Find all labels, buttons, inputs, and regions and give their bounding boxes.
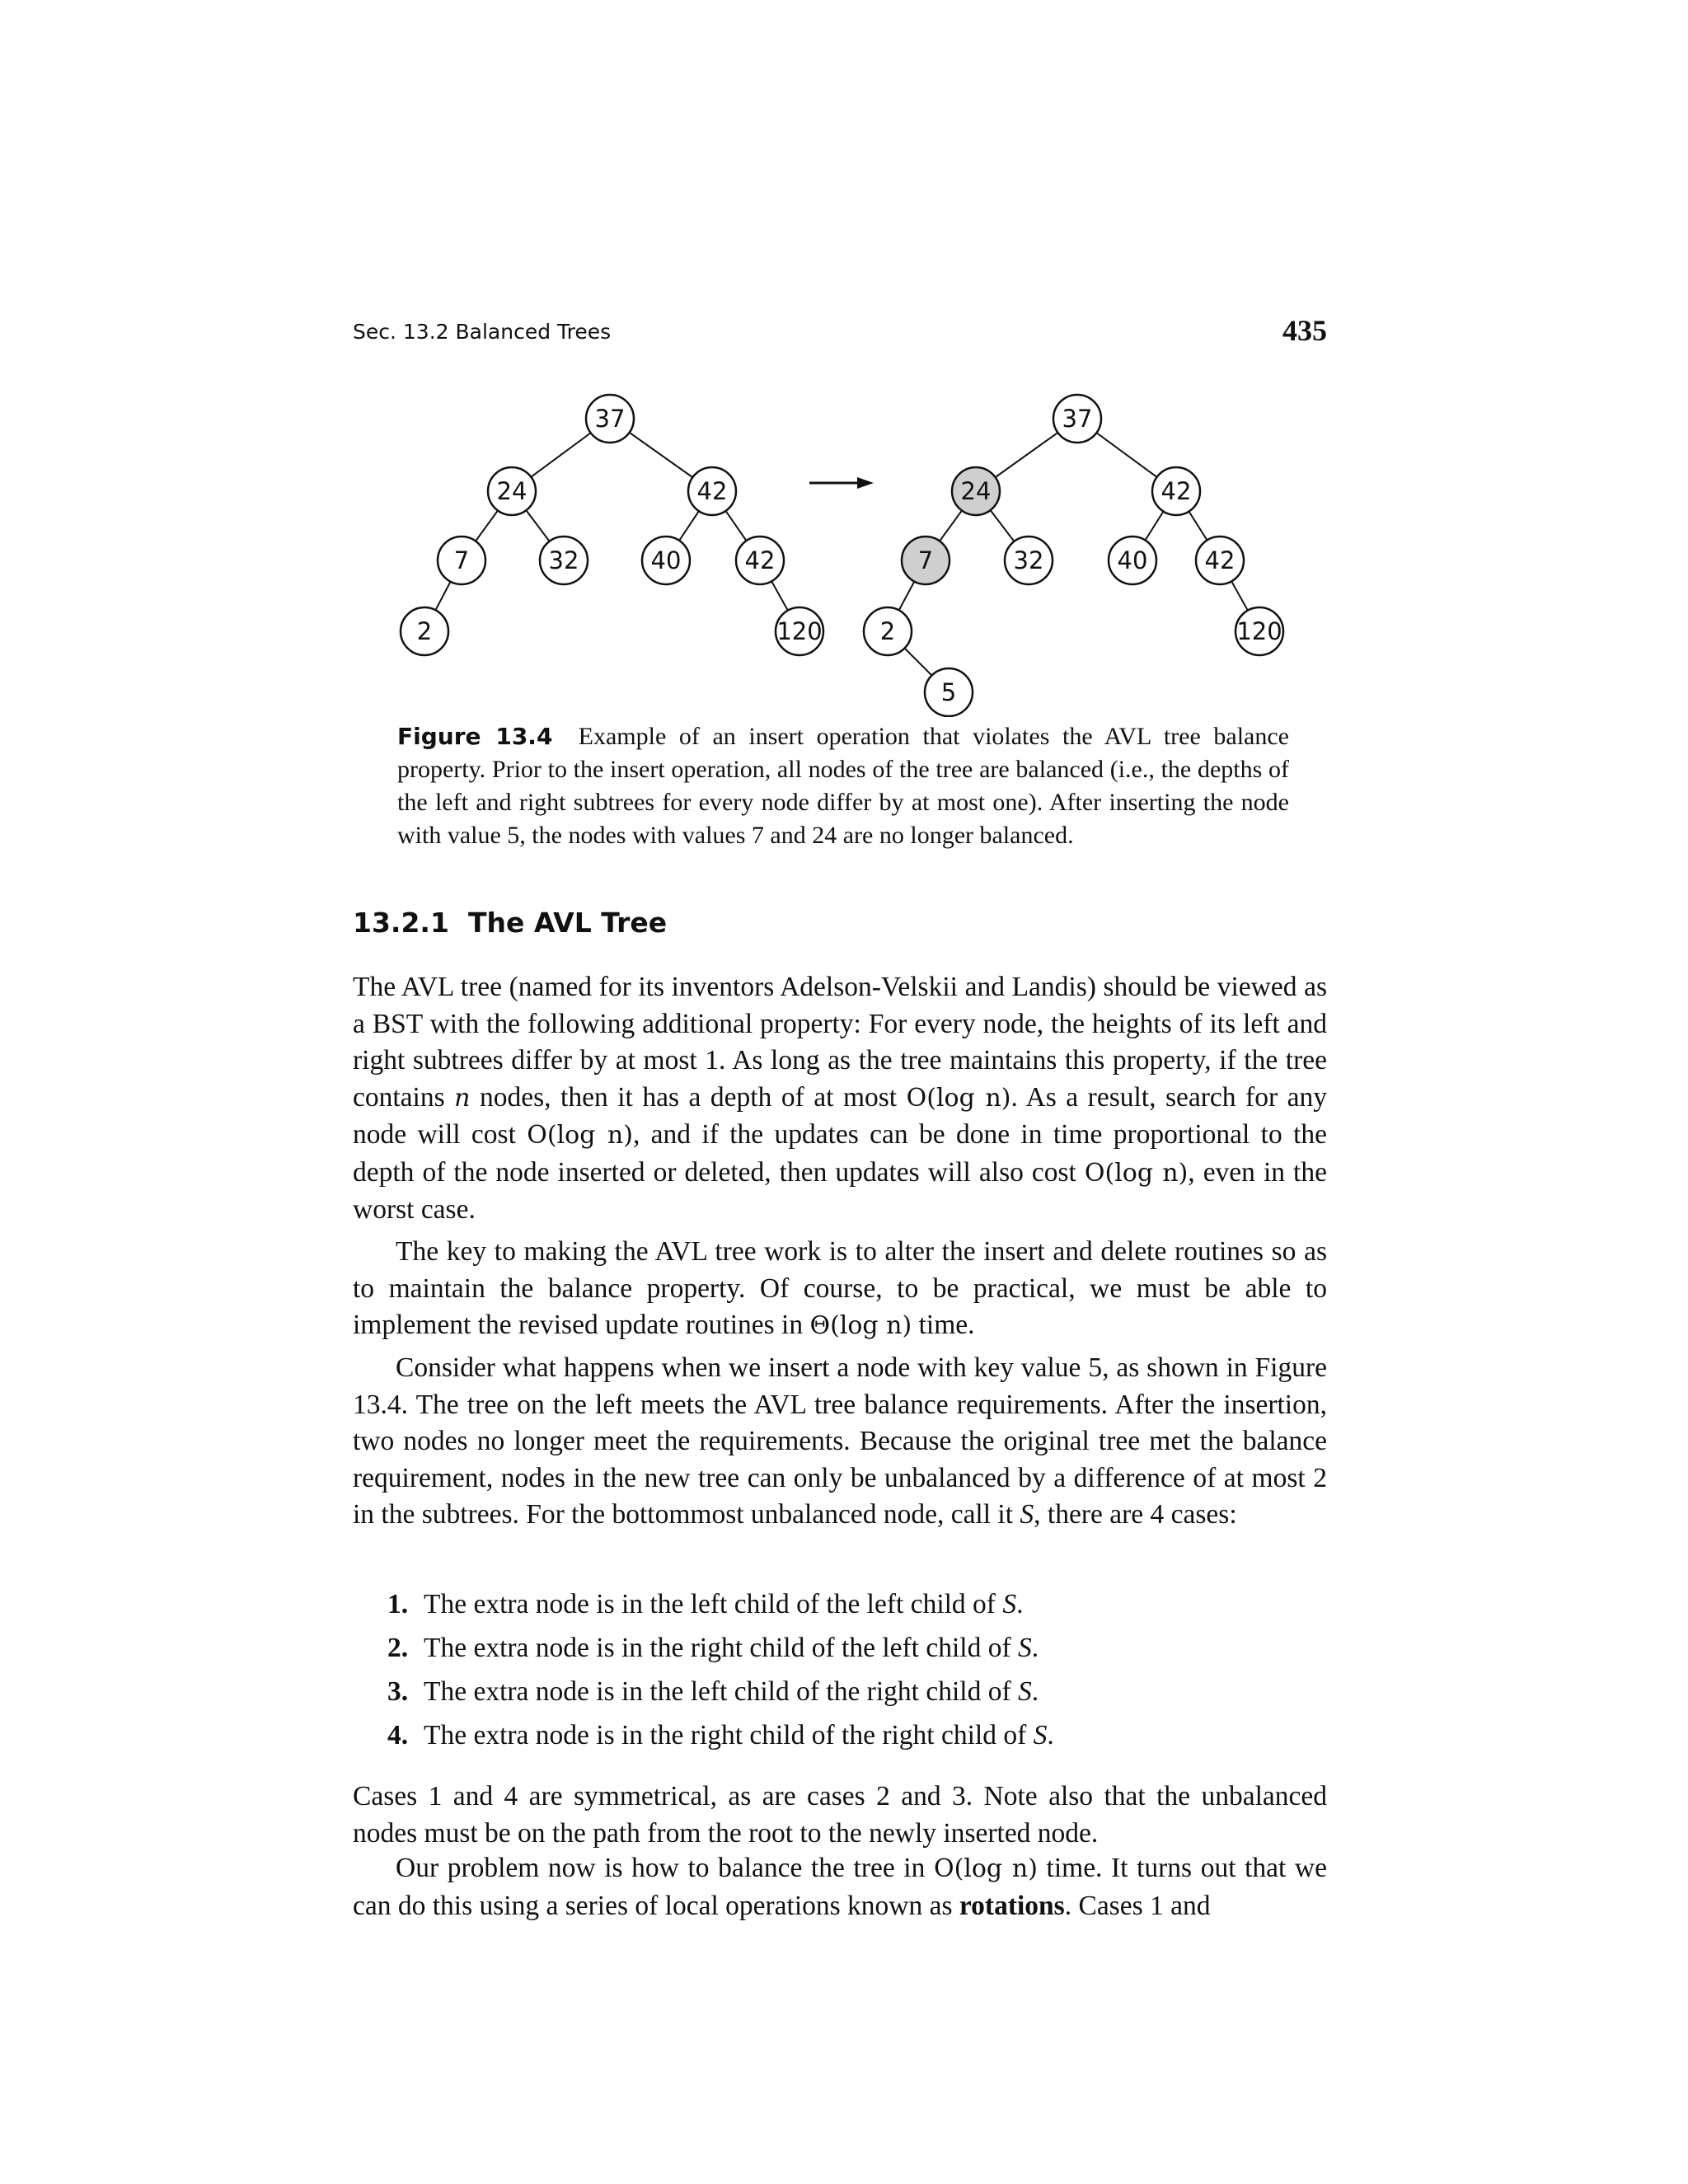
figure-caption: [397, 720, 1289, 852]
node-label: 32: [1013, 546, 1044, 574]
section-title: The AVL Tree: [468, 907, 668, 939]
node-label: 40: [1117, 546, 1148, 574]
symbol-s: S: [1033, 1720, 1048, 1750]
section-number: 13.2.1: [353, 907, 449, 939]
list-text: .: [1031, 1633, 1039, 1663]
text-run: Consider what happens when we insert a node with key value 5, as shown in Figure 13.4. The tree on the left meets the AVL tree balance requirements. After the insertion, two nodes no longer meet the requirements. Because the original tree met the balance requirement, nodes in the new tree can only be unbalanced by a difference of at most 2 in the subtrees. For the bottommost unbalanced node, call it: [353, 1352, 1327, 1530]
symbol-s: S: [1002, 1589, 1017, 1619]
tree-node: [864, 607, 912, 655]
text-run: , even in the worst case.: [353, 1156, 1327, 1225]
list-number: 2.: [387, 1633, 409, 1663]
tree-node: [488, 467, 536, 515]
tree-node: [1053, 395, 1101, 443]
page-number: 435: [1282, 314, 1327, 347]
math-n: n: [454, 1083, 471, 1113]
caption-text: Example of an insert operation that violates the AVL tree balance property. Prior to the insert operation, all nodes of the tree are balanced (i.e., the depths of the left and right subtrees for every node differ by at most one). After inserting the node with value 5, the nodes with values 7 and 24 are no longer balanced.: [397, 723, 1289, 849]
tree-node-unbalanced: [902, 537, 950, 584]
tree-node: [401, 607, 448, 655]
node-label: 2: [416, 617, 433, 645]
list-number: 4.: [387, 1720, 409, 1750]
symbol-s: S: [1020, 1499, 1034, 1530]
text-run: The AVL tree (named for its inventors Adelson-Velskii and Landis) should be viewed as a BST with the following additional property: For every node, the heights of its left and right subtrees differ by at most 1. As long as the tree maintains this property, if the tree contains: [353, 972, 1327, 1113]
list-text: The extra node is in the left child of the right child of: [424, 1676, 1018, 1707]
text-run: , there are 4 cases:: [1034, 1499, 1237, 1530]
bold-term: rotations: [959, 1890, 1065, 1921]
node-label: 32: [548, 546, 579, 574]
node-label: 42: [1160, 477, 1192, 505]
node-label: 5: [940, 678, 957, 706]
tree-node: [1196, 537, 1244, 584]
list-text: .: [1016, 1589, 1024, 1619]
node-label: 42: [744, 546, 776, 574]
text-run: . Cases 1 and: [1064, 1890, 1211, 1921]
list-text: The extra node is in the right child of the left child of: [424, 1633, 1018, 1663]
math-expression: O(log n): [933, 1854, 1038, 1883]
body-paragraph-3: [353, 1350, 1327, 1534]
tree-node: [1236, 607, 1283, 655]
math-expression: O(log n): [1084, 1158, 1189, 1188]
text-run: The key to making the AVL tree work is to alter the insert and delete routines so as to maintain the balance property. Of course, to be practical, we must be able to implement the revised update routines in: [353, 1236, 1327, 1340]
node-label: 7: [453, 546, 470, 574]
tree-node: [586, 395, 634, 443]
list-text: .: [1031, 1676, 1039, 1707]
node-label: 37: [1062, 405, 1093, 433]
list-text: The extra node is in the right child of the right child of: [424, 1720, 1034, 1750]
body-paragraph-4: [353, 1779, 1327, 1852]
text-run: Cases 1 and 4 are symmetrical, as are cases 2 and 3. Note also that the unbalanced nodes must be on the path from the root to the newly inserted node.: [353, 1781, 1327, 1849]
node-label: 40: [650, 546, 682, 574]
tree-node-inserted: [925, 668, 973, 716]
node-label: 120: [1236, 617, 1282, 645]
right-arrow-icon: [809, 477, 874, 489]
section-heading: [353, 907, 667, 939]
text-run: . As a result, search for any node will cost: [353, 1081, 1328, 1150]
math-expression: O(log n): [906, 1083, 1011, 1113]
list-item: [387, 1582, 1327, 1626]
figure-avl-insert: [387, 387, 1311, 717]
node-label: 2: [879, 617, 896, 645]
left-tree-edges: [424, 419, 799, 631]
text-run: , and if the updates can be done in time proportional to the depth of the node inserted or deleted, then updates will also cost: [353, 1119, 1327, 1188]
body-paragraph-5: [353, 1850, 1327, 1924]
text-run: time.: [912, 1310, 975, 1340]
node-label: 37: [594, 405, 626, 433]
list-text: The extra node is in the left child of the left child of: [424, 1589, 1003, 1619]
math-expression: O(log n): [527, 1121, 633, 1150]
tree-node: [688, 467, 736, 515]
math-expression: Θ(log n): [809, 1311, 912, 1340]
tree-node: [540, 537, 588, 584]
tree-node: [642, 537, 690, 584]
list-text: .: [1047, 1720, 1054, 1750]
list-item: [387, 1713, 1327, 1757]
cases-list: [387, 1582, 1327, 1757]
running-head: Sec. 13.2 Balanced Trees: [353, 320, 612, 344]
list-number: 1.: [387, 1589, 409, 1619]
body-paragraph-1: [353, 969, 1327, 1229]
list-item: [387, 1626, 1327, 1670]
node-label: 7: [917, 546, 934, 574]
list-number: 3.: [387, 1676, 409, 1707]
figure-trees-svg: [387, 387, 1311, 717]
tree-node: [776, 607, 823, 655]
text-run: nodes, then it has a depth of at most: [470, 1081, 907, 1113]
node-label: 42: [1204, 546, 1236, 574]
list-item: [387, 1670, 1327, 1713]
body-paragraph-2: [353, 1234, 1327, 1345]
tree-node-unbalanced: [952, 467, 1000, 515]
tree-node: [736, 537, 784, 584]
text-run: Our problem now is how to balance the tree in: [396, 1853, 934, 1883]
tree-node: [1109, 537, 1156, 584]
symbol-s: S: [1017, 1676, 1032, 1707]
text-run: time. It turns out that we can do this using a series of local operations known as: [353, 1853, 1327, 1921]
node-label: 24: [496, 477, 528, 505]
tree-node: [1152, 467, 1200, 515]
symbol-s: S: [1017, 1633, 1032, 1663]
node-label: 42: [696, 477, 728, 505]
tree-node: [438, 537, 485, 584]
node-label: 24: [960, 477, 992, 505]
caption-label: Figure 13.4: [397, 723, 553, 750]
node-label: 120: [776, 617, 823, 645]
tree-node: [1005, 537, 1053, 584]
